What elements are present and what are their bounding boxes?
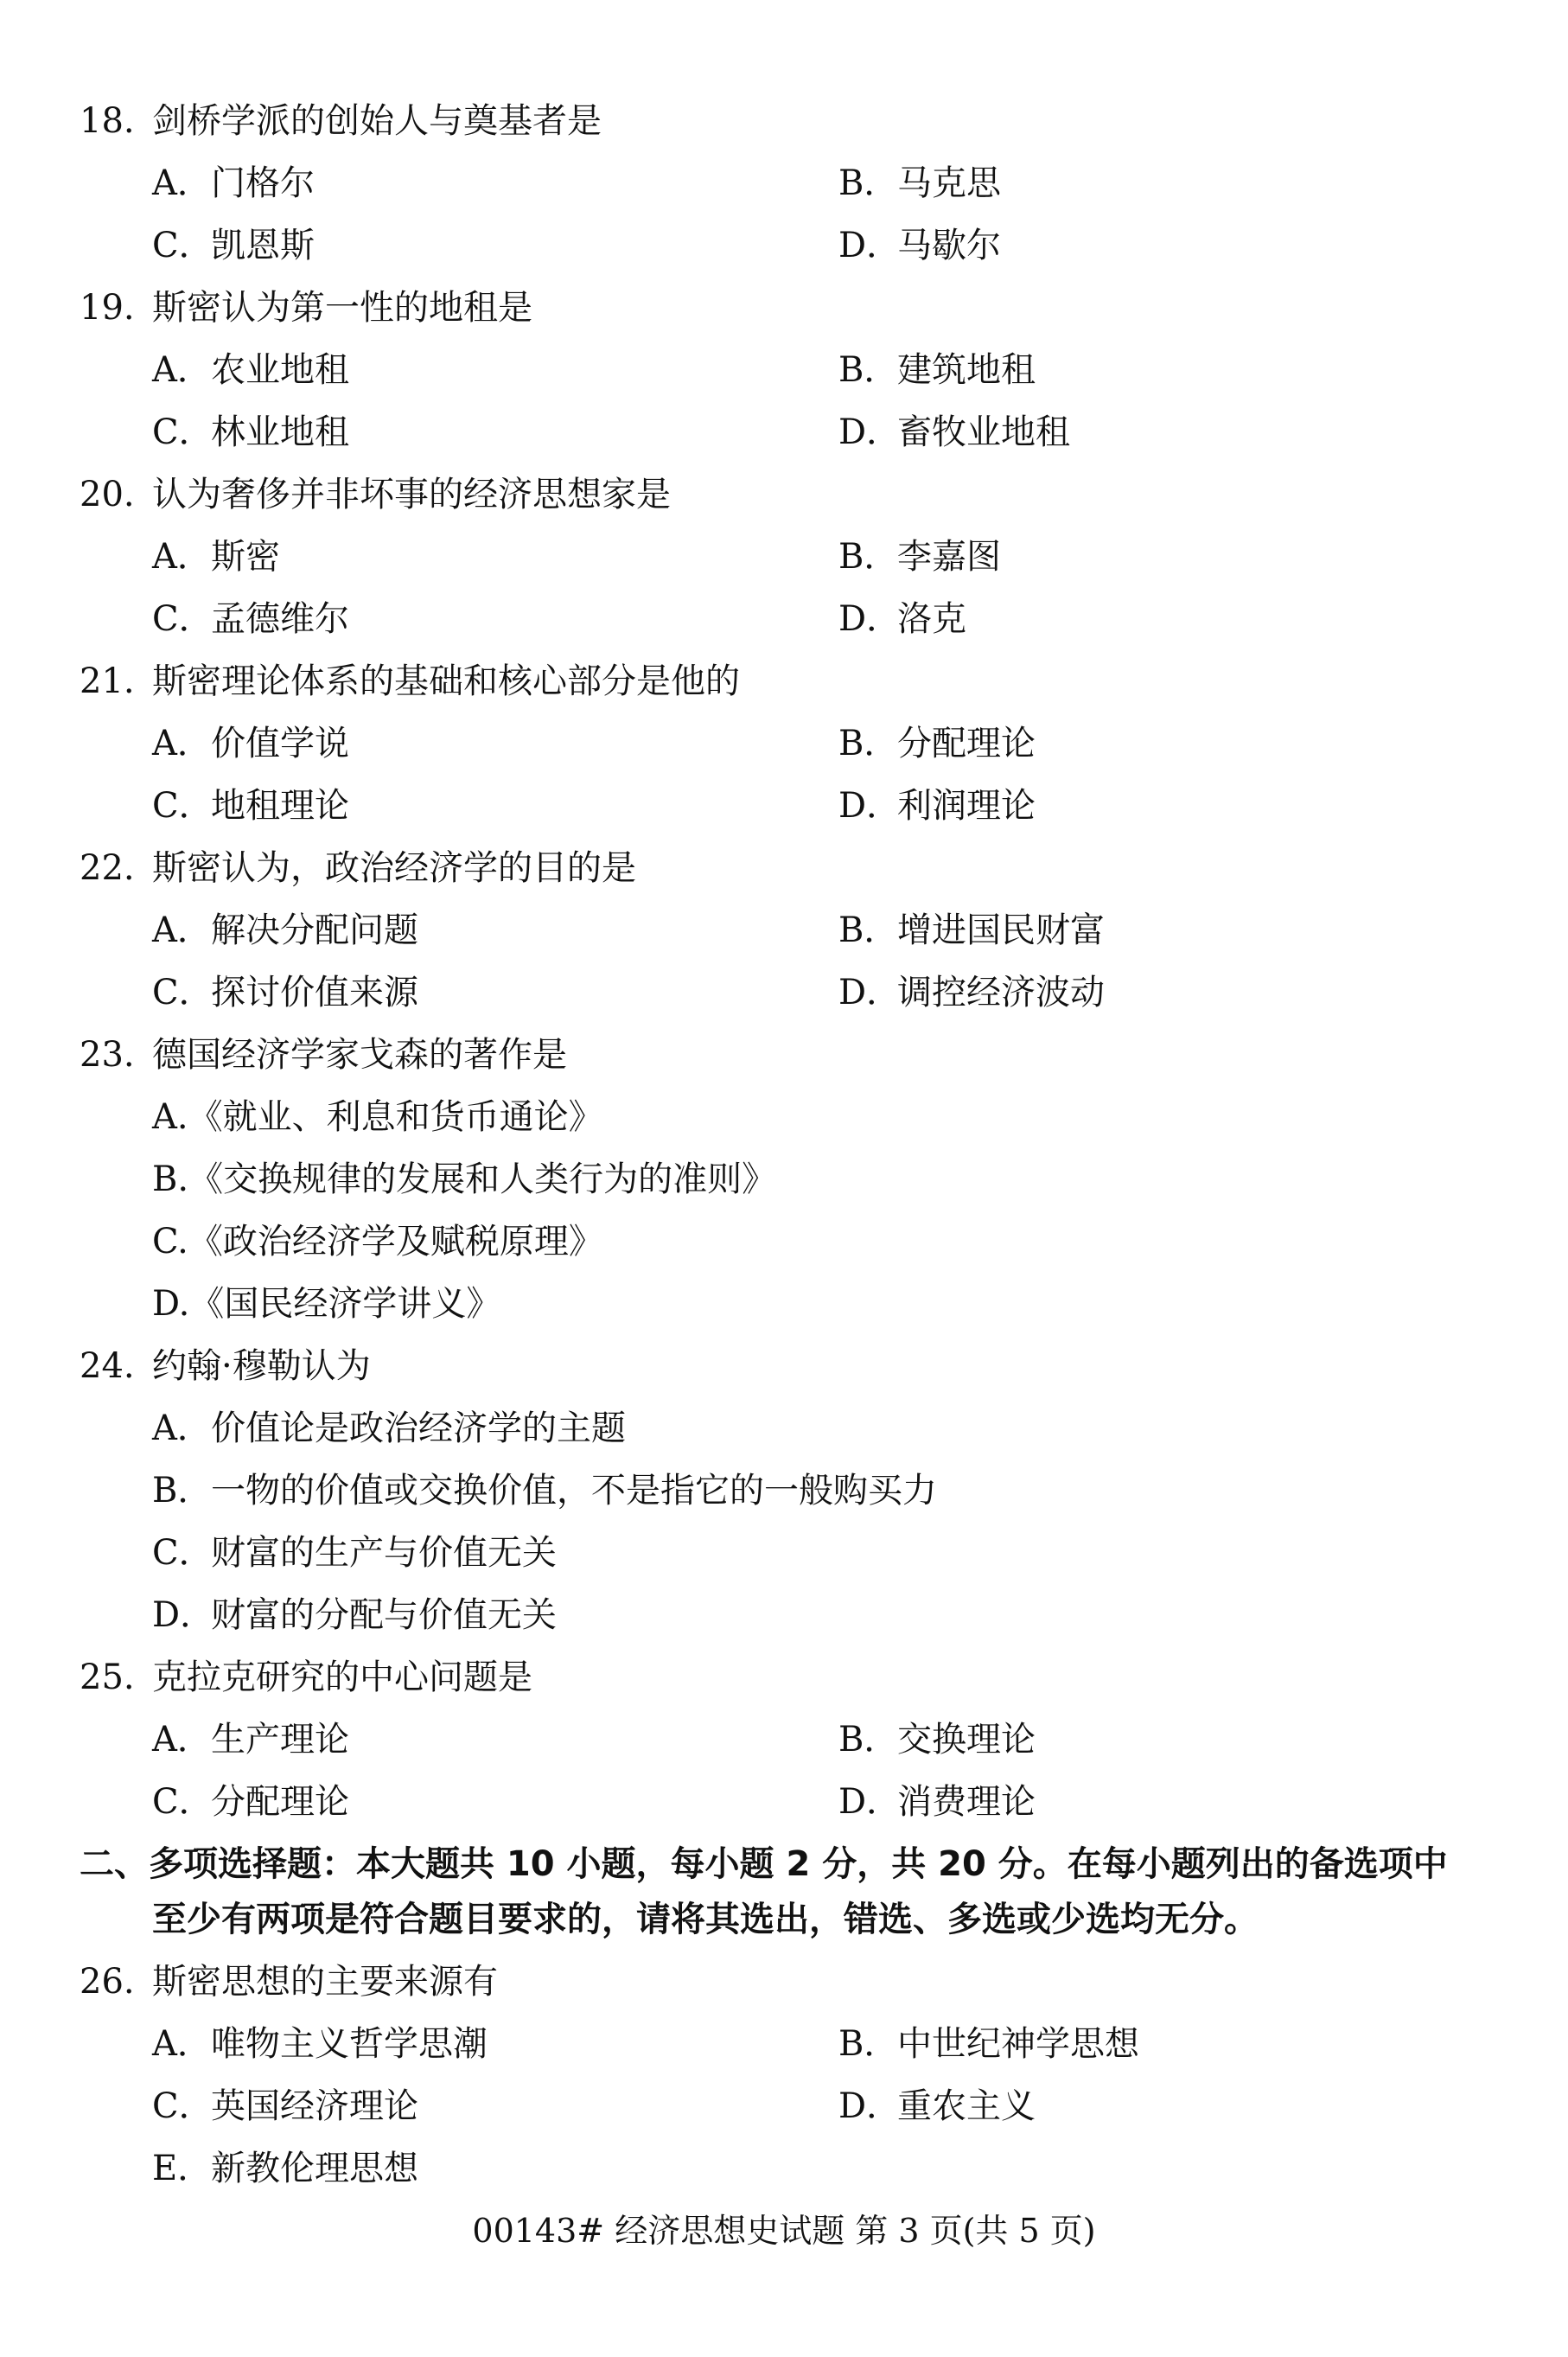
option-label: D．: [838, 599, 902, 639]
option-23c: [152, 1221, 603, 1262]
option-text: 地租理论: [211, 786, 349, 826]
option-20c: [152, 598, 349, 640]
option-text: 畜牧业地租: [897, 412, 1070, 452]
question-stem: 斯密认为，政治经济学的目的是: [152, 848, 636, 888]
option-text: 洛克: [897, 599, 966, 639]
question-number: 25.: [80, 1658, 135, 1697]
option-text: 解决分配问题: [211, 910, 418, 950]
option-26c: [152, 2086, 418, 2127]
option-label: D．: [838, 412, 902, 452]
option-text: 消费理论: [897, 1782, 1036, 1822]
option-label: B.: [152, 1159, 189, 1199]
option-text: 重农主义: [897, 2086, 1036, 2126]
option-24b: [152, 1470, 937, 1511]
option-text: 财富的生产与价值无关: [211, 1533, 557, 1573]
question-stem: 斯密认为第一性的地租是: [152, 288, 532, 328]
option-text: 生产理论: [211, 1720, 349, 1760]
option-label: A．: [152, 537, 212, 577]
option-19c: [152, 412, 349, 453]
option-text: 财富的分配与价值无关: [211, 1595, 557, 1635]
question-number: 21.: [80, 661, 135, 701]
option-21d: [838, 785, 1036, 827]
option-label: D．: [838, 2086, 902, 2126]
question-number: 22.: [80, 848, 135, 888]
option-text: 新教伦理思想: [211, 2149, 418, 2188]
option-20b: [838, 536, 1001, 578]
option-label: D．: [838, 786, 902, 826]
option-18b: [838, 163, 1001, 204]
option-text: 《国民经济学讲义》: [189, 1284, 501, 1324]
option-text: 中世纪神学思想: [897, 2024, 1139, 2064]
question-stem: 德国经济学家戈森的著作是: [152, 1035, 567, 1075]
option-18c: [152, 225, 315, 266]
question-26: [80, 1961, 498, 2002]
question-24: [80, 1345, 371, 1387]
option-label: C．: [152, 226, 214, 265]
option-text: 调控经济波动: [897, 973, 1105, 1012]
page-footer: 00143# 经济思想史试题 第 3 页(共 5 页): [472, 2212, 1096, 2250]
question-number: 26.: [80, 1962, 135, 2002]
option-18d: [838, 225, 1001, 266]
option-label: D．: [152, 1595, 215, 1635]
option-label: A．: [152, 2024, 212, 2064]
option-label: C．: [152, 412, 214, 452]
option-25a: [152, 1719, 349, 1760]
option-label: B．: [838, 350, 899, 390]
option-text: 交换理论: [897, 1720, 1036, 1760]
option-text: 分配理论: [897, 724, 1036, 763]
option-text: 利润理论: [897, 786, 1036, 826]
option-21b: [838, 723, 1036, 764]
option-label: C．: [152, 1782, 214, 1822]
option-23b: [152, 1159, 776, 1200]
option-text: 英国经济理论: [211, 2086, 418, 2126]
question-20: [80, 474, 671, 515]
option-text: 建筑地租: [897, 350, 1036, 390]
option-25c: [152, 1781, 349, 1823]
question-19: [80, 287, 532, 329]
question-number: 23.: [80, 1035, 135, 1075]
option-text: 凯恩斯: [211, 226, 315, 265]
option-26d: [838, 2086, 1036, 2127]
question-number: 19.: [80, 288, 135, 328]
option-text: 农业地租: [211, 350, 349, 390]
option-19a: [152, 349, 349, 391]
option-19b: [838, 349, 1036, 391]
question-stem: 克拉克研究的中心问题是: [152, 1658, 532, 1697]
option-24c: [152, 1532, 557, 1574]
question-18: [80, 100, 602, 142]
option-21c: [152, 785, 349, 827]
option-24d: [152, 1594, 557, 1636]
option-label: C.: [152, 1222, 188, 1262]
option-label: A．: [152, 163, 212, 203]
option-26e: [152, 2148, 418, 2189]
option-text: 马克思: [897, 163, 1001, 203]
question-22: [80, 847, 636, 889]
option-25b: [838, 1719, 1036, 1760]
option-text: 增进国民财富: [897, 910, 1105, 950]
option-label: A．: [152, 350, 212, 390]
option-22b: [838, 910, 1105, 951]
option-label: B．: [838, 163, 899, 203]
option-22c: [152, 972, 418, 1013]
option-label: C．: [152, 973, 214, 1012]
option-label: B．: [838, 2024, 899, 2064]
option-text: 李嘉图: [897, 537, 1001, 577]
option-18a: [152, 163, 315, 204]
option-25d: [838, 1781, 1036, 1823]
option-text: 价值学说: [211, 724, 349, 763]
question-stem: 约翰·穆勒认为: [152, 1346, 371, 1386]
option-text: 马歇尔: [897, 226, 1001, 265]
option-text: 分配理论: [211, 1782, 349, 1822]
option-20d: [838, 598, 966, 640]
option-label: C．: [152, 1533, 214, 1573]
option-label: A．: [152, 910, 212, 950]
option-text: 价值论是政治经济学的主题: [211, 1408, 626, 1448]
question-21: [80, 661, 740, 702]
option-label: E．: [152, 2149, 213, 2188]
option-21a: [152, 723, 349, 764]
option-text: 《就业、利息和货币通论》: [188, 1097, 603, 1137]
option-text: 斯密: [211, 537, 280, 577]
question-25: [80, 1657, 532, 1698]
option-22d: [838, 972, 1105, 1013]
question-23: [80, 1034, 567, 1076]
option-26a: [152, 2023, 488, 2065]
question-stem: 认为奢侈并非坏事的经济思想家是: [152, 475, 671, 514]
option-label: A．: [152, 1720, 212, 1760]
option-label: C．: [152, 786, 214, 826]
option-22a: [152, 910, 418, 951]
question-number: 20.: [80, 475, 135, 514]
option-label: A．: [152, 724, 212, 763]
option-label: B．: [152, 1471, 213, 1511]
option-label: A．: [152, 1408, 212, 1448]
option-text: 林业地租: [211, 412, 349, 452]
option-label: D．: [838, 973, 902, 1012]
option-text: 孟德维尔: [211, 599, 349, 639]
option-26b: [838, 2023, 1139, 2065]
option-label: B．: [838, 724, 899, 763]
option-label: D．: [838, 226, 902, 265]
option-text: 《政治经济学及赋税原理》: [188, 1222, 603, 1262]
option-label: A.: [152, 1097, 188, 1137]
question-number: 24.: [80, 1346, 135, 1386]
question-stem: 剑桥学派的创始人与奠基者是: [152, 101, 602, 141]
option-text: 唯物主义哲学思潮: [211, 2024, 488, 2064]
question-stem: 斯密思想的主要来源有: [152, 1962, 498, 2002]
option-text: 门格尔: [211, 163, 315, 203]
question-number: 18.: [80, 101, 135, 141]
option-label: B．: [838, 537, 899, 577]
section-heading: 二、多项选择题：本大题共 10 小题，每小题 2 分，共 20 分。在每小题列出的备选项中: [80, 1844, 1448, 1884]
option-23a: [152, 1096, 603, 1138]
option-label: C．: [152, 599, 214, 639]
option-label: C．: [152, 2086, 214, 2126]
option-20a: [152, 536, 280, 578]
option-24a: [152, 1408, 626, 1449]
option-label: D．: [838, 1782, 902, 1822]
option-text: 《交换规律的发展和人类行为的准则》: [188, 1159, 777, 1199]
option-label: B．: [838, 910, 899, 950]
option-19d: [838, 412, 1070, 453]
option-23d: [152, 1283, 500, 1325]
option-text: 一物的价值或交换价值，不是指它的一般购买力: [211, 1471, 937, 1511]
question-stem: 斯密理论体系的基础和核心部分是他的: [152, 661, 740, 701]
option-label: B．: [838, 1720, 899, 1760]
section-instructions: 至少有两项是符合题目要求的，请将其选出，错选、多选或少选均无分。: [152, 1900, 1259, 1939]
option-text: 探讨价值来源: [211, 973, 418, 1012]
option-label: D.: [152, 1284, 190, 1324]
